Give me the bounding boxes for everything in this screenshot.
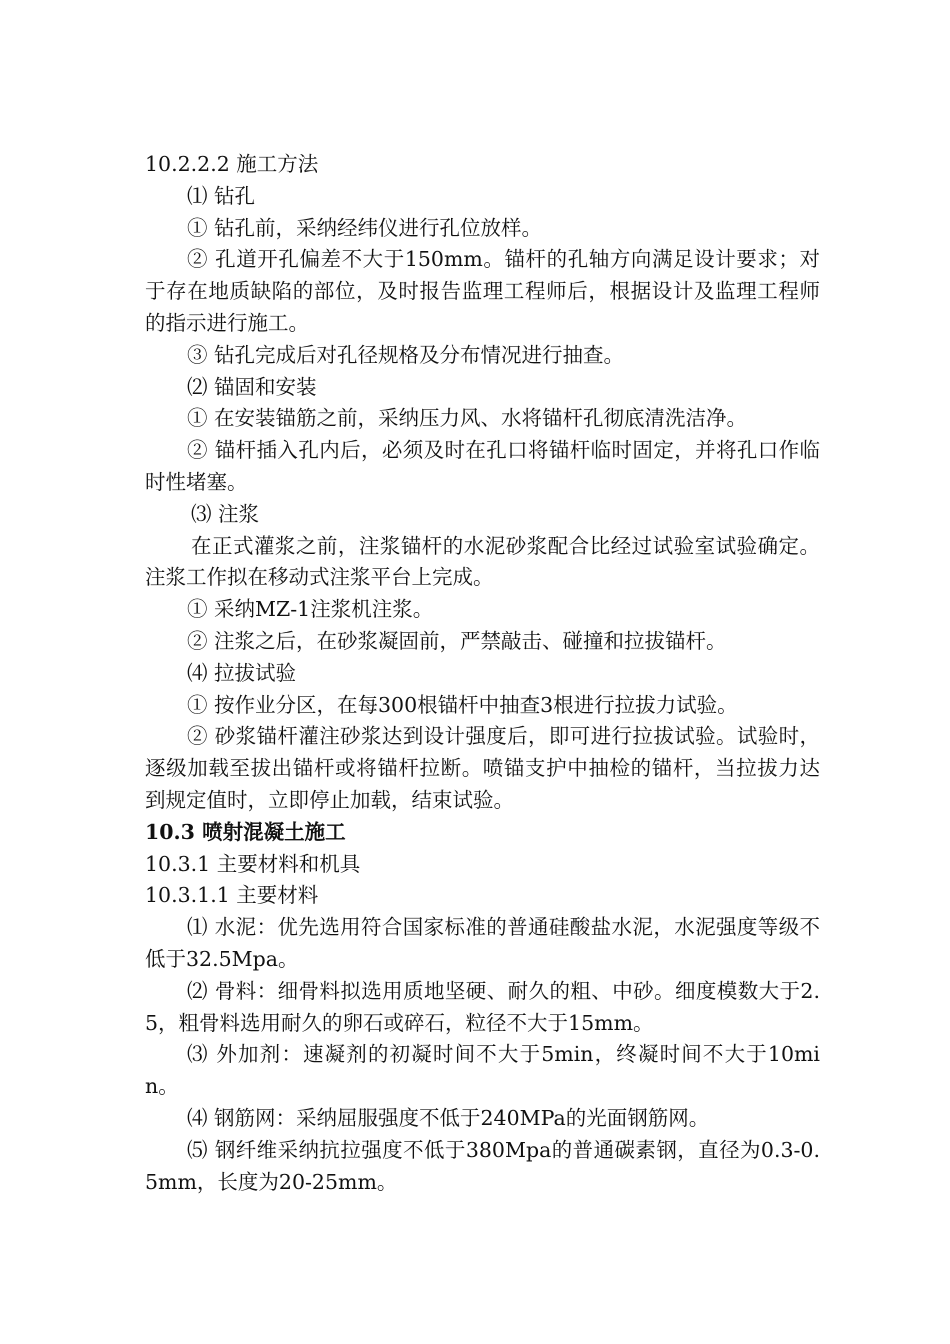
drilling-item-1: ① 钻孔前，采纳经纬仪进行孔位放样。 <box>187 215 543 240</box>
grouting-item-1: ① 采纳MZ-1注浆机注浆。 <box>187 597 434 622</box>
document-body <box>145 149 820 1198</box>
heading-10-3-1: 10.3.1 主要材料和机具 <box>145 851 361 876</box>
heading-10-3-1-1: 10.3.1.1 主要材料 <box>145 883 319 908</box>
material-item-aggregate: ⑵ 骨料：细骨料拟选用质地坚硬、耐久的粗、中砂。细度模数大于2.5，粗骨料选用耐久的卵石或碎石，粒径不大于15mm。 <box>145 978 820 1035</box>
grouting-intro: 在正式灌浆之前，注浆锚杆的水泥砂浆配合比经过试验室试验确定。注浆工作拟在移动式注浆平台上完成。 <box>145 533 820 590</box>
pullout-item-2: ② 砂浆锚杆灌注砂浆达到设计强度后，即可进行拉拔试验。试验时，逐级加载至拔出锚杆或将锚杆拉断。喷锚支护中抽检的锚杆，当拉拔力达到规定值时，立即停止加载，结束试验。 <box>145 724 820 812</box>
material-item-steel-mesh: ⑷ 钢筋网：采纳屈服强度不低于240MPa的光面钢筋网。 <box>187 1105 710 1130</box>
drilling-item-2: ② 孔道开孔偏差不大于150mm。锚杆的孔轴方向满足设计要求；对于存在地质缺陷的部位，及时报告监理工程师后，根据设计及监理工程师的指示进行施工。 <box>145 247 820 335</box>
subheading-pullout: ⑷ 拉拔试验 <box>187 660 297 685</box>
anchoring-item-1: ① 在安装锚筋之前，采纳压力风、水将锚杆孔彻底清洗洁净。 <box>187 406 748 431</box>
pullout-item-1: ① 按作业分区，在每300根锚杆中抽查3根进行拉拔力试验。 <box>187 692 738 717</box>
subheading-grouting: ⑶ 注浆 <box>191 501 260 526</box>
heading-10-2-2-2: 10.2.2.2 施工方法 <box>145 152 319 176</box>
anchoring-item-2: ② 锚杆插入孔内后，必须及时在孔口将锚杆临时固定，并将孔口作临时性堵塞。 <box>145 438 820 494</box>
material-item-steel-fiber: ⑸ 钢纤维采纳抗拉强度不低于380Mpa的普通碳素钢，直径为0.3-0.5mm，长度为20-25mm。 <box>145 1137 820 1194</box>
material-item-cement: ⑴ 水泥：优先选用符合国家标准的普通硅酸盐水泥，水泥强度等级不低于32.5Mpa。 <box>145 915 820 971</box>
grouting-item-2: ② 注浆之后，在砂浆凝固前，严禁敲击、碰撞和拉拔锚杆。 <box>187 628 727 653</box>
heading-10-3: 10.3 喷射混凝土施工 <box>145 819 346 844</box>
material-item-admixture: ⑶ 外加剂：速凝剂的初凝时间不大于5min，终凝时间不大于10min。 <box>145 1042 820 1099</box>
subheading-drilling: ⑴ 钻孔 <box>187 183 256 208</box>
subheading-anchoring: ⑵ 锚固和安装 <box>187 374 317 399</box>
drilling-item-3: ③ 钻孔完成后对孔径规格及分布情况进行抽查。 <box>187 342 625 367</box>
